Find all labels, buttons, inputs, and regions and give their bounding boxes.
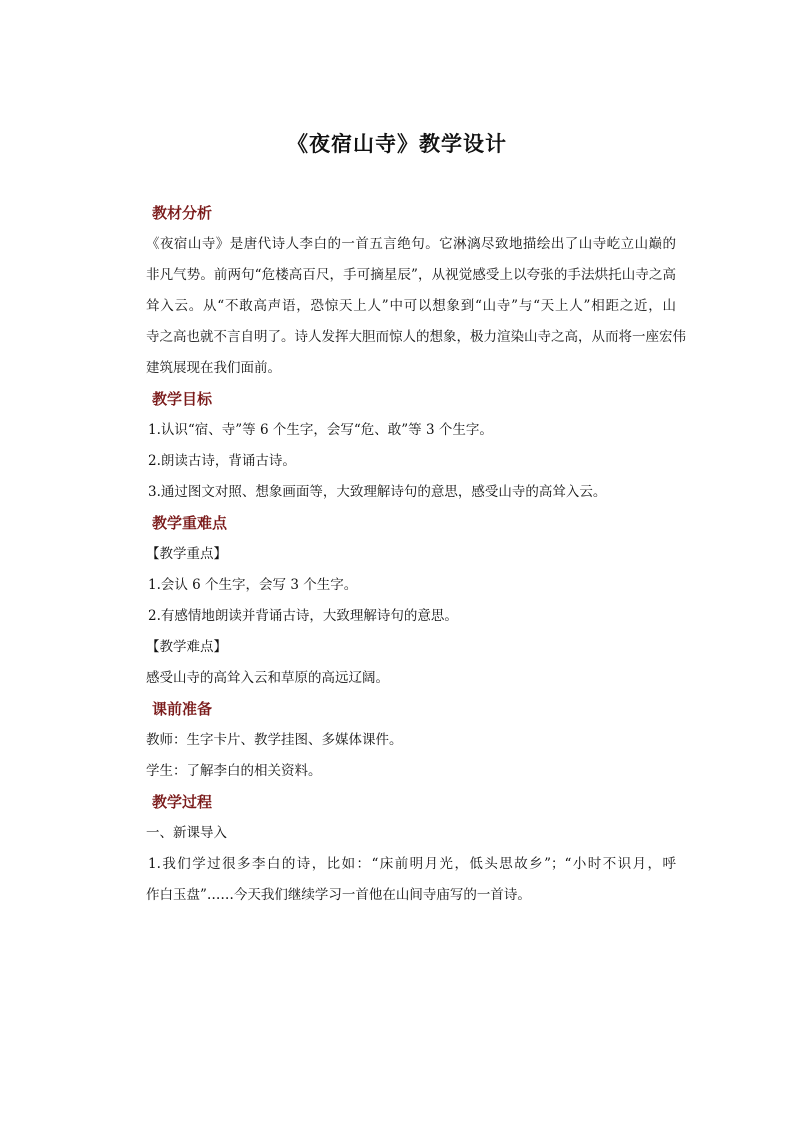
analysis-line: 《夜宿山寺》是唐代诗人李白的一首五言绝句。它淋漓尽致地描绘出了山寺屹立山巅的	[146, 236, 676, 252]
process-step-title: 一、新课导入	[146, 825, 227, 841]
difficulty-label: 【教学难点】	[146, 639, 227, 655]
section-heading-goals: 教学目标	[152, 390, 213, 408]
goal-item: 3.通过图文对照、想象画面等，大致理解诗句的意思，感受山寺的高耸入云。	[148, 484, 607, 500]
section-heading-key-points: 教学重难点	[152, 514, 228, 532]
focus-item: 1.会认 6 个生字，会写 3 个生字。	[148, 577, 358, 593]
document-body	[146, 198, 686, 911]
goal-item: 1.认识“宿、寺”等 6 个生字，会写“危、敢”等 3 个生字。	[148, 422, 493, 438]
difficulty-text: 感受山寺的高耸入云和草原的高远辽阔。	[146, 670, 389, 686]
section-heading-preparation: 课前准备	[152, 700, 213, 718]
section-heading-analysis: 教材分析	[152, 204, 213, 222]
process-line: 作白玉盘”……今天我们继续学习一首他在山间寺庙写的一首诗。	[146, 887, 531, 903]
focus-item: 2.有感情地朗读并背诵古诗，大致理解诗句的意思。	[148, 608, 458, 624]
analysis-line: 寺之高也就不言自明了。诗人发挥大胆而惊人的想象，极力渲染山寺之高，从而将一座宏伟	[146, 329, 686, 345]
section-heading-process: 教学过程	[152, 793, 213, 811]
analysis-line: 建筑展现在我们面前。	[146, 360, 281, 376]
process-line: 1.我们学过很多李白的诗，比如：“床前明月光，低头思故乡”；“小时不识月，呼	[148, 856, 676, 872]
preparation-teacher: 教师：生字卡片、教学挂图、多媒体课件。	[146, 732, 403, 748]
document-title: 《夜宿山寺》教学设计	[287, 131, 507, 156]
focus-label: 【教学重点】	[146, 546, 227, 562]
goal-item: 2.朗读古诗，背诵古诗。	[148, 453, 296, 469]
analysis-line: 耸入云。从“不敢高声语，恐惊天上人”中可以想象到“山寺”与“天上人”相距之近，山	[146, 298, 676, 314]
analysis-line: 非凡气势。前两句“危楼高百尺，手可摘星辰”，从视觉感受上以夸张的手法烘托山寺之高	[146, 267, 676, 283]
preparation-student: 学生：了解李白的相关资料。	[146, 763, 322, 779]
